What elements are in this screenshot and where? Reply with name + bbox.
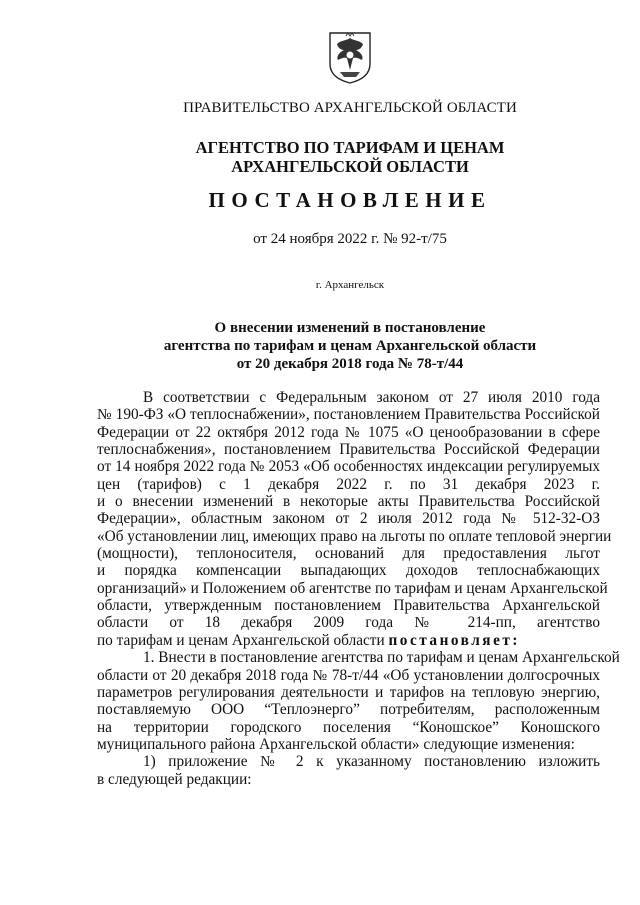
agency-name-line1: АГЕНТСТВО ПО ТАРИФАМ И ЦЕНАМ [195,138,505,157]
body-line: и порядка компенсации выпадающих доходов теплоснабжающих [97,562,600,580]
item1-line: параметров регулирования деятельности и тарифов на тепловую энергию, [97,683,600,701]
body-line: (мощности), теплоносителя, оснований для предоставления льгот [97,545,600,563]
subject-line3: от 20 декабря 2018 года № 78-т/44 [236,356,464,372]
subject-line2: агентства по тарифам и ценам Архангельской области [163,338,537,354]
item1-line: муниципального района Архангельской области» следующие изменения: [97,735,575,753]
item1-1-line: 1) приложение № 2 к указанному постановлению изложить [143,753,600,771]
date-and-number: от 24 ноября 2022 г. № 92-т/75 [253,231,447,247]
body-line: теплоснабжения», постановлением Правительства Российской Федерации [97,441,600,459]
item1-line: поставляемую ООО “Теплоэнерго” потребителям, расположенным [97,701,600,719]
item1-line: 1. Внести в постановление агентства по тарифам и ценам Архангельской [143,649,620,667]
agency-name-line2: АРХАНГЕЛЬСКОЙ ОБЛАСТИ [231,157,469,176]
body-line: № 190-ФЗ «О теплоснабжении», постановлением Правительства Российской [97,406,600,424]
subject-line1: О внесении изменений в постановление [214,320,486,336]
body-line: Федерации от 22 октября 2012 года № 1075 «О ценообразовании в сфере [97,423,600,441]
body-line-resolves [97,632,600,649]
body-line: Федерации», областным законом от 2 июля 2012 года № 512-32-ОЗ [97,510,600,528]
item1-1-line: в следующей редакции: [97,770,252,788]
body-line: организаций» и Положением об агентстве по тарифам и ценам Архангельской [97,579,608,597]
body-line: В соответствии с Федеральным законом от 27 июля 2010 года [143,389,600,406]
government-name: ПРАВИТЕЛЬСТВО АРХАНГЕЛЬСКОЙ ОБЛАСТИ [183,100,517,116]
city: г. Архангельск [315,279,385,291]
body-line: и о внесении изменений в некоторые акты Правительства Российской [97,493,600,511]
coat-of-arms-icon [326,30,374,85]
body-line: «Об установлении лиц, имеющих право на льготы по оплате тепловой энергии [97,527,612,545]
body-line: цен (тарифов) с 1 декабря 2022 г. по 31 декабря 2023 г. [97,475,600,493]
item1-line: области от 20 декабря 2018 года № 78-т/44 «Об установлении долгосрочных [97,666,600,684]
agency-name [0,138,640,176]
body-line-prefix: по тарифам и ценам Архангельской области [97,631,385,649]
item1-line: на территории городского поселения “Коношское” Коношского [97,718,600,736]
resolves-word: постановляет: [388,631,520,649]
document-subject [0,319,640,373]
body-line: от 14 ноября 2022 года № 2053 «Об особенностях индексации регулируемых [97,458,600,476]
document-type: ПОСТАНОВЛЕНИЕ [208,188,492,212]
body-line: области от 18 декабря 2009 года № 214-пп, агентство [97,614,600,632]
body-line: области, утвержденным постановлением Правительства Архангельской [97,597,600,615]
document-body [97,389,620,788]
